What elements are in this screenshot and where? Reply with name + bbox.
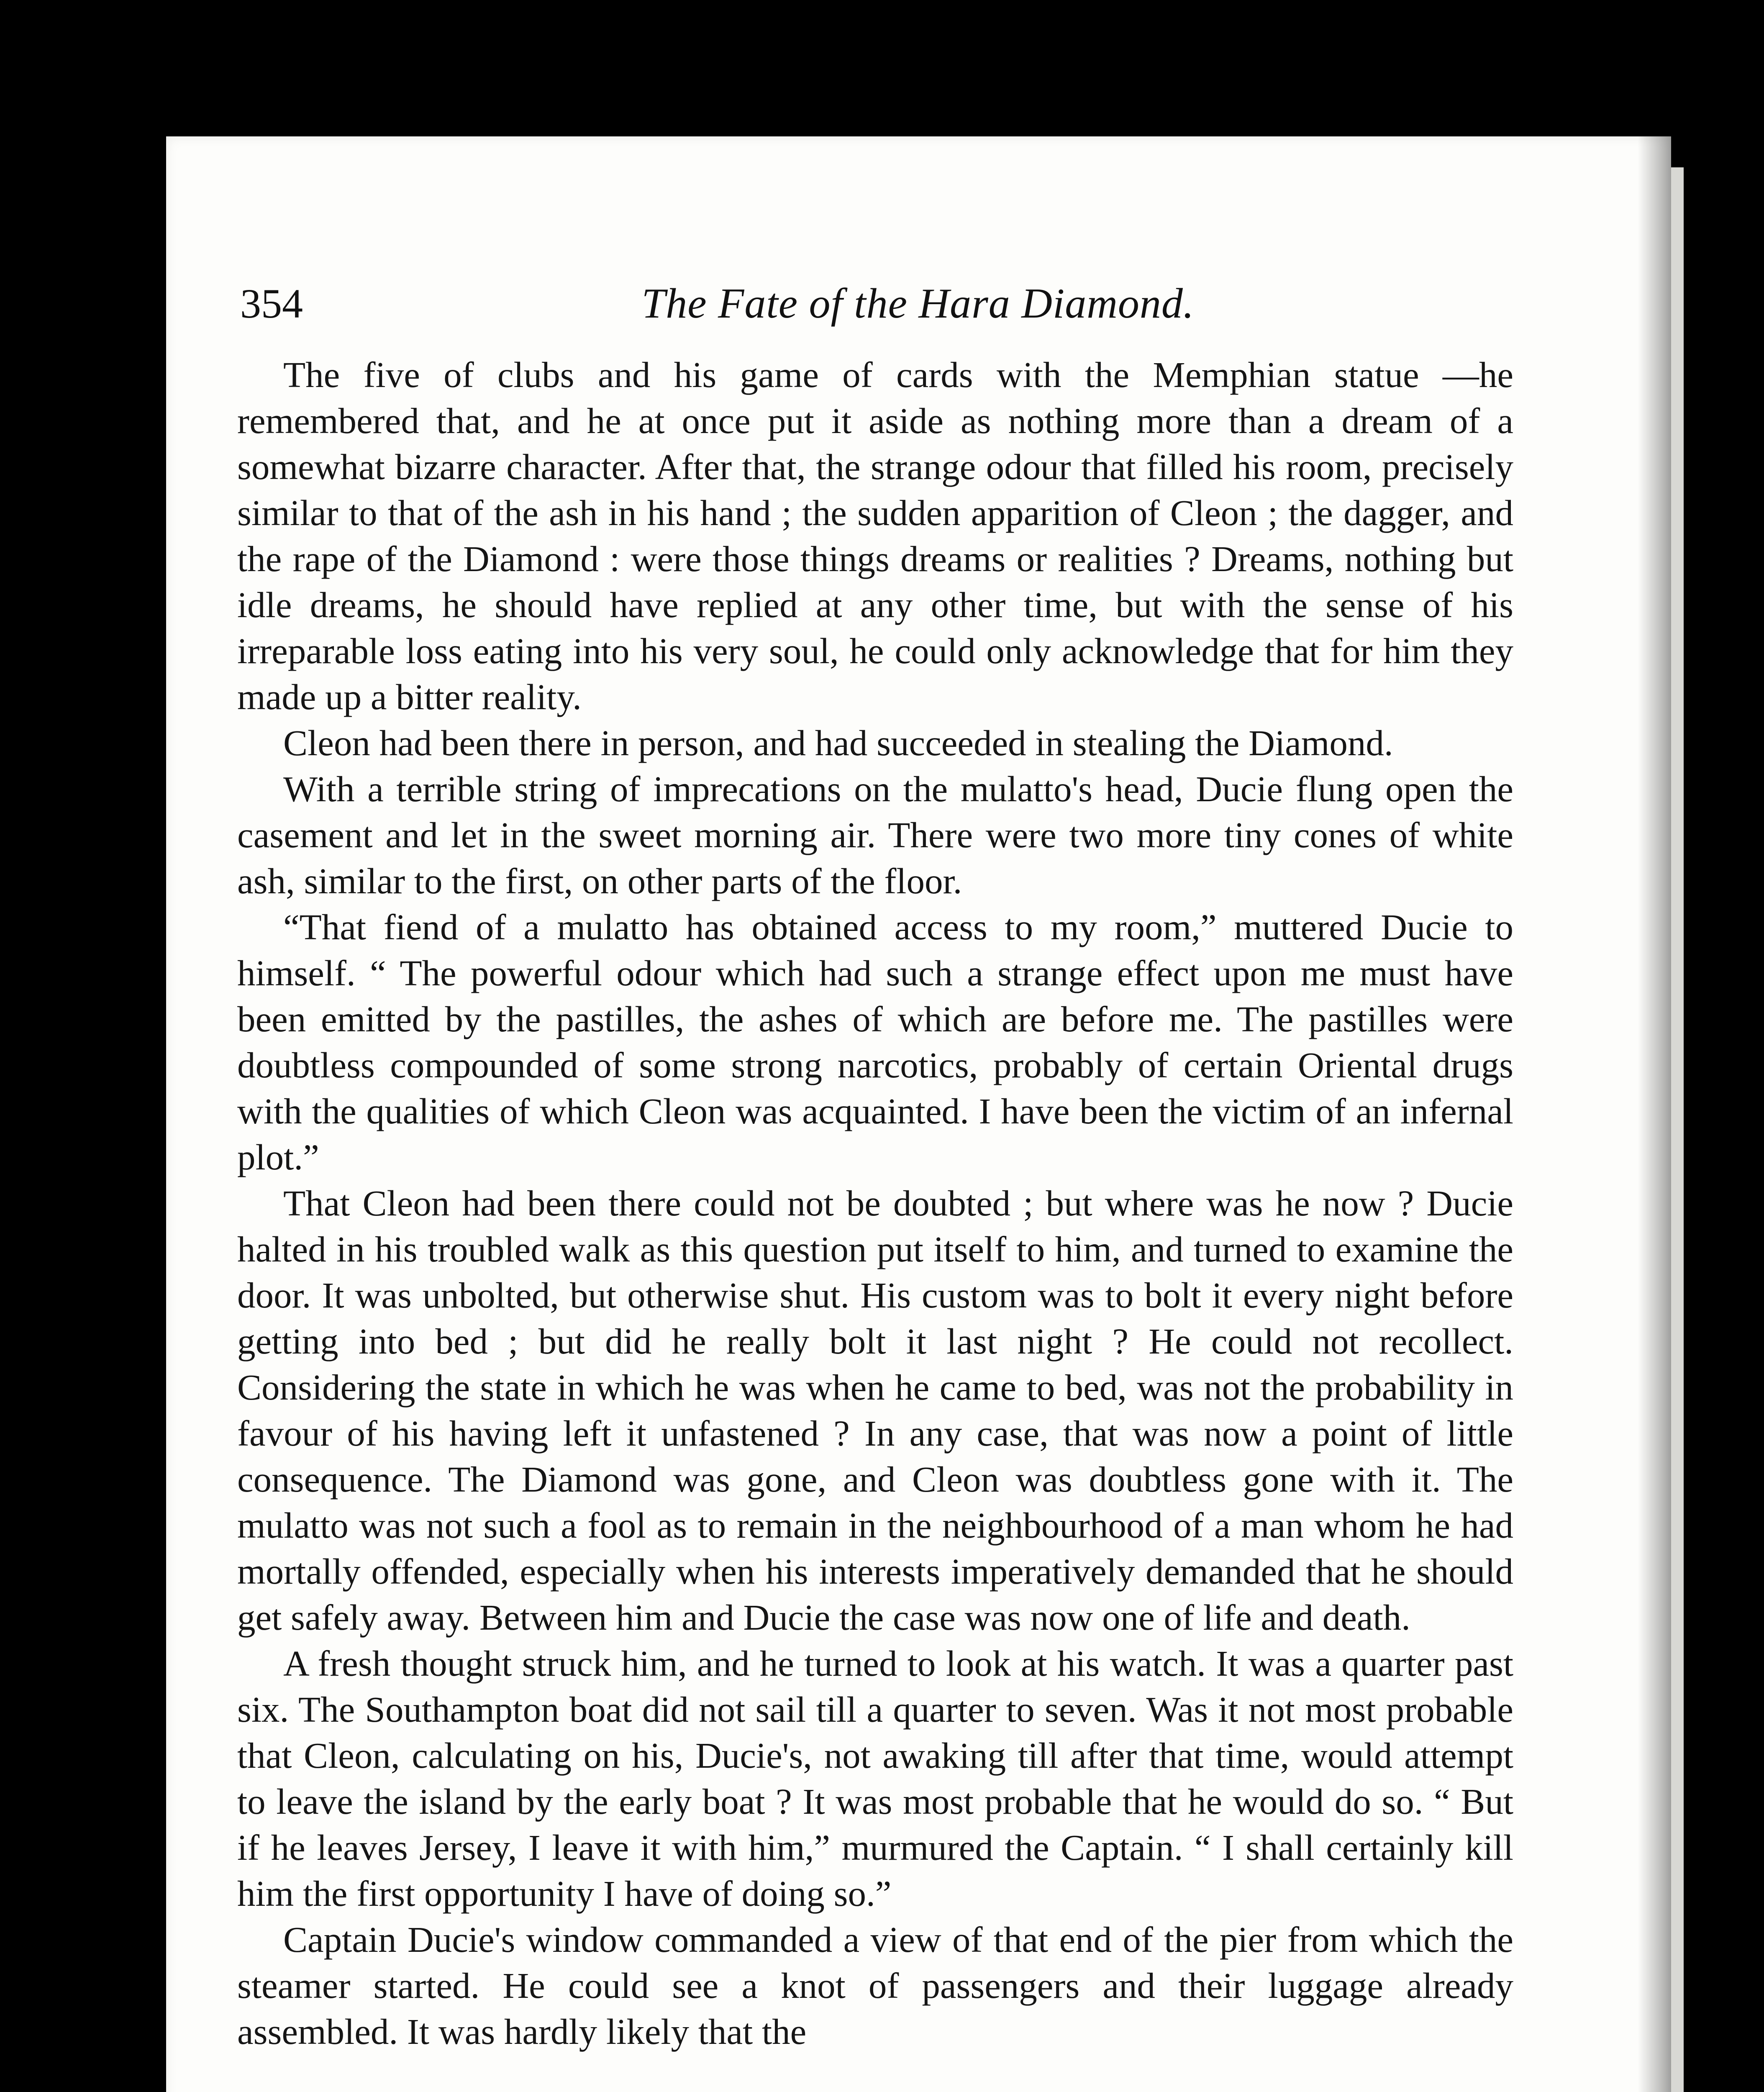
book-page xyxy=(166,136,1671,2092)
paragraph-7: Captain Ducie's window commanded a view of that end of the pier from which the steamer started. He could see a knot of passengers and their luggage already assembled. It was hardly likely that the xyxy=(237,1919,1513,2052)
page-number: 354 xyxy=(240,280,303,327)
paragraph-1: The five of clubs and his game of cards with the Memphian statue —he remembered that, and he at once put it aside as nothing more than a dream of a somewhat bizarre character. After that, the strange odour that filled his room, precisely similar to that of the ash in his hand ; the sudden apparition of Cleon ; the dagger, and the rape of the Diamond : were those things dreams or realities ? Dreams, nothing but idle dreams, he should have replied at any other time, but with the sense of his irreparable loss eating into his very soul, he could only acknowledge that for him they made up a bitter reality. xyxy=(237,354,1513,717)
paragraph-5: That Cleon had been there could not be doubted ; but where was he now ? Ducie halted in his troubled walk as this question put itself to him, and turned to examine the door. It was unbolted, but otherwise shut. His custom was to bolt it every night before getting into bed ; but did he really bolt it last night ? He could not recollect. Considering the state in which he was when he came to bed, was not the probability in favour of his having left it unfastened ? In any case, that was now a point of little consequence. The Diamond was gone, and Cleon was doubtless gone with it. The mulatto was not such a fool as to remain in the neighbourhood of a man whom he had mortally offended, especially when his interests imperatively demanded that he should get safely away. Between him and Ducie the case was now one of life and death. xyxy=(237,1183,1513,1638)
next-page-edge xyxy=(1671,167,1684,2092)
paragraph-4: “That fiend of a mulatto has obtained access to my room,” muttered Ducie to himself. “ The powerful odour which had such a strange effect upon me must have been emitted by the pastilles, the ashes of which are before me. The pastilles were doubtless compounded of some strong narcotics, probably of certain Oriental drugs with the qualities of which Cleon was acquainted. I have been the victim of an infernal plot.” xyxy=(237,907,1513,1177)
paragraph-2: Cleon had been there in person, and had succeeded in stealing the Diamond. xyxy=(283,723,1393,763)
paragraph-6: A fresh thought struck him, and he turned to look at his watch. It was a quarter past six. The Southampton boat did not sail till a quarter to seven. Was it not most probable that Cleon, calculating on his, Ducie's, not awaking till after that time, would attempt to leave the island by the early boat ? It was most probable that he would do so. “ But if he leaves Jersey, I leave it with him,” murmured the Captain. “ I shall certainly kill him the first opportunity I have of doing so.” xyxy=(237,1643,1513,1914)
body-text xyxy=(237,352,1513,2055)
chapter-title: The Fate of the Hara Diamond. xyxy=(641,280,1195,327)
running-head xyxy=(240,274,1596,333)
paragraph-3: With a terrible string of imprecations on the mulatto's head, Ducie flung open the casement and let in the sweet morning air. There were two more tiny cones of white ash, similar to the first, on other parts of the floor. xyxy=(237,769,1513,901)
gutter-shadow xyxy=(1638,136,1671,2092)
